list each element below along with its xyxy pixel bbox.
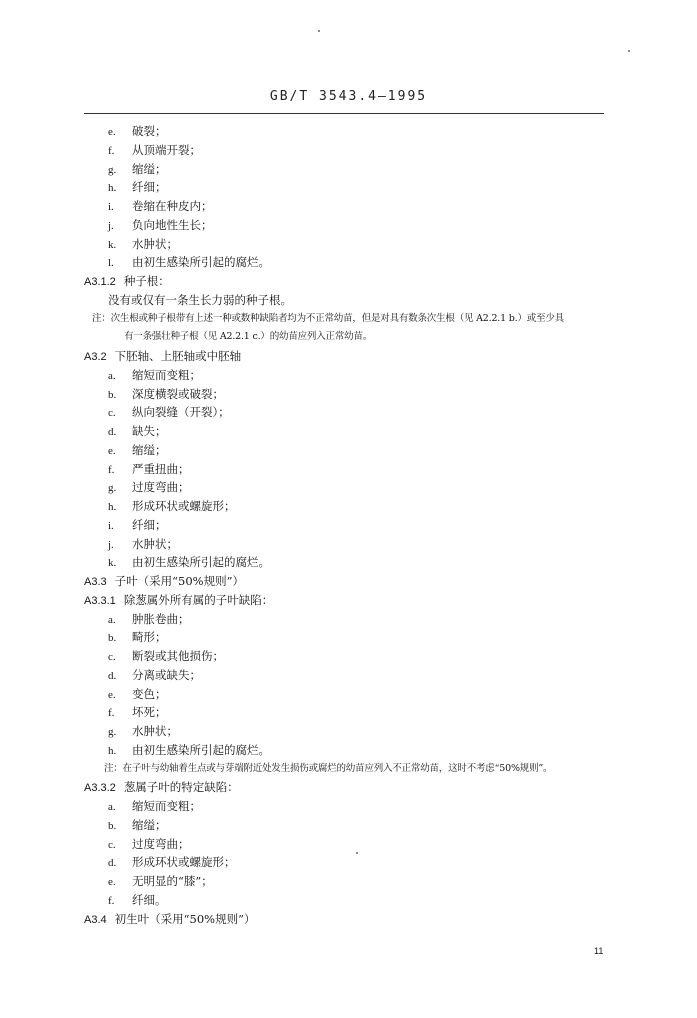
note-text: 有一条强壮种子根（见 A2.2.1 c.）的幼苗应列入正常幼苗。	[124, 331, 373, 342]
list-item-text: 水肿状；	[132, 724, 178, 738]
list-item	[108, 124, 167, 139]
list-item	[108, 368, 201, 383]
list-item	[108, 668, 201, 683]
list-marker: a.	[108, 801, 116, 813]
section-title: 葱属子叶的特定缺陷：	[123, 780, 239, 794]
list-marker: e.	[108, 126, 116, 138]
list-item-text: 由初生感染所引起的腐烂。	[132, 255, 270, 269]
list-marker: j.	[108, 220, 114, 232]
list-marker: g.	[108, 164, 117, 176]
list-item	[108, 555, 270, 570]
list-item	[108, 630, 167, 645]
list-item	[108, 874, 213, 889]
header-rule	[84, 113, 604, 114]
list-marker: i.	[108, 201, 114, 213]
section-heading	[84, 274, 170, 289]
page-header: GB/T 3543.4—1995	[269, 89, 428, 104]
list-marker: d.	[108, 426, 117, 438]
list-item-text: 纵向裂缝（开裂）；	[132, 405, 230, 419]
list-marker: f.	[108, 895, 115, 907]
list-marker: k.	[108, 557, 117, 569]
list-item-text: 肿胀卷曲；	[132, 612, 190, 626]
list-item	[108, 705, 167, 720]
scan-speck	[318, 30, 320, 32]
section-heading	[84, 574, 244, 589]
list-marker: c.	[108, 407, 116, 419]
list-marker: f.	[108, 464, 115, 476]
note-text: 注：次生根或种子根带有上述一种或数种缺陷者均为不正常幼苗，但是对具有数条次生根（见 A2.2.1 b.）或至少具	[92, 313, 564, 324]
list-marker: k.	[108, 239, 117, 251]
section-number: A3.3.1	[84, 595, 116, 607]
list-item-text: 畸形；	[132, 630, 167, 644]
list-marker: i.	[108, 520, 114, 532]
section-title: 除葱属外所有属的子叶缺陷：	[123, 593, 274, 607]
section-heading	[84, 780, 239, 795]
list-item	[108, 480, 190, 495]
list-item	[108, 405, 230, 420]
section-number: A3.1.2	[84, 276, 116, 288]
list-item-text: 破裂；	[132, 124, 167, 138]
list-marker: l.	[108, 257, 114, 269]
list-item-text: 变色；	[132, 687, 167, 701]
list-marker: j.	[108, 539, 114, 551]
scan-speck	[356, 852, 358, 854]
section-number: A3.3	[84, 576, 107, 588]
list-item-text: 缩缢；	[132, 818, 167, 832]
list-marker: c.	[108, 839, 116, 851]
list-item-text: 断裂或其他损伤；	[132, 649, 224, 663]
list-item-text: 纤细；	[132, 518, 167, 532]
list-item	[108, 743, 270, 758]
list-item-text: 严重扭曲；	[132, 462, 190, 476]
list-marker: b.	[108, 632, 117, 644]
section-number: A3.2	[84, 351, 107, 363]
list-item	[108, 162, 167, 177]
list-marker: h.	[108, 501, 117, 513]
list-item	[108, 537, 178, 552]
list-item-text: 纤细；	[132, 180, 167, 194]
list-item-text: 过度弯曲；	[132, 480, 190, 494]
list-item	[108, 424, 167, 439]
list-item	[108, 218, 213, 233]
list-marker: g.	[108, 726, 117, 738]
list-item	[108, 799, 201, 814]
list-item	[108, 818, 167, 833]
list-item-text: 坏死；	[132, 705, 167, 719]
section-title: 下胚轴、上胚轴或中胚轴	[114, 349, 242, 363]
list-item-text: 由初生感染所引起的腐烂。	[132, 555, 270, 569]
list-marker: a.	[108, 370, 116, 382]
list-marker: a.	[108, 614, 116, 626]
section-heading	[84, 912, 255, 927]
section-heading	[84, 593, 273, 608]
list-item-text: 由初生感染所引起的腐烂。	[132, 743, 270, 757]
list-item-text: 深度横裂或破裂；	[132, 387, 224, 401]
list-item	[108, 724, 178, 739]
list-item-text: 缩短而变粗；	[132, 799, 201, 813]
list-item-text: 卷缩在种皮内；	[132, 199, 213, 213]
list-item-text: 缩短而变粗；	[132, 368, 201, 382]
list-item-text: 过度弯曲；	[132, 837, 190, 851]
list-item	[108, 893, 167, 908]
list-item-text: 缩缢；	[132, 443, 167, 457]
list-item	[108, 855, 236, 870]
list-item	[108, 237, 178, 252]
list-item	[108, 837, 190, 852]
list-item	[108, 462, 190, 477]
section-number: A3.4	[84, 914, 107, 926]
section-title: 种子根：	[123, 274, 170, 288]
section-title: 初生叶（采用“50%规则”）	[114, 912, 256, 926]
list-marker: b.	[108, 820, 117, 832]
list-marker: c.	[108, 651, 116, 663]
section-heading	[84, 349, 241, 364]
list-marker: h.	[108, 745, 117, 757]
list-item	[108, 180, 167, 195]
page-number: 11	[594, 946, 604, 956]
list-item	[108, 612, 190, 627]
list-marker: g.	[108, 482, 117, 494]
scan-speck	[628, 50, 630, 52]
list-item-text: 形成环状或螺旋形；	[132, 499, 236, 513]
list-item-text: 无明显的“膝”；	[132, 874, 213, 888]
list-item-text: 形成环状或螺旋形；	[132, 855, 236, 869]
list-item-text: 水肿状；	[132, 537, 178, 551]
list-marker: f.	[108, 145, 115, 157]
list-marker: e.	[108, 689, 116, 701]
list-item-text: 缩缢；	[132, 162, 167, 176]
list-marker: h.	[108, 182, 117, 194]
list-item	[108, 143, 201, 158]
list-marker: e.	[108, 876, 116, 888]
list-marker: f.	[108, 707, 115, 719]
list-item	[108, 255, 270, 270]
list-item	[108, 387, 224, 402]
paragraph-text: 没有或仅有一条生长力弱的种子根。	[108, 293, 292, 307]
list-item-text: 水肿状；	[132, 237, 178, 251]
list-item-text: 分离或缺失；	[132, 668, 201, 682]
list-item	[108, 518, 167, 533]
note-text: 注：在子叶与幼轴着生点或与芽端附近处发生损伤或腐烂的幼苗应列入不正常幼苗，这时不考虑“50%规则”。	[104, 763, 553, 774]
list-item	[108, 443, 167, 458]
list-item-text: 纤细。	[132, 893, 167, 907]
list-marker: e.	[108, 445, 116, 457]
list-item-text: 缺失；	[132, 424, 167, 438]
list-item-text: 负向地性生长；	[132, 218, 213, 232]
list-item	[108, 649, 224, 664]
list-item	[108, 687, 167, 702]
list-item-text: 从顶端开裂；	[132, 143, 201, 157]
list-marker: b.	[108, 389, 117, 401]
list-item	[108, 199, 213, 214]
list-marker: d.	[108, 670, 117, 682]
section-title: 子叶（采用“50%规则”）	[114, 574, 244, 588]
section-number: A3.3.2	[84, 782, 116, 794]
list-item	[108, 499, 236, 514]
list-marker: d.	[108, 857, 117, 869]
